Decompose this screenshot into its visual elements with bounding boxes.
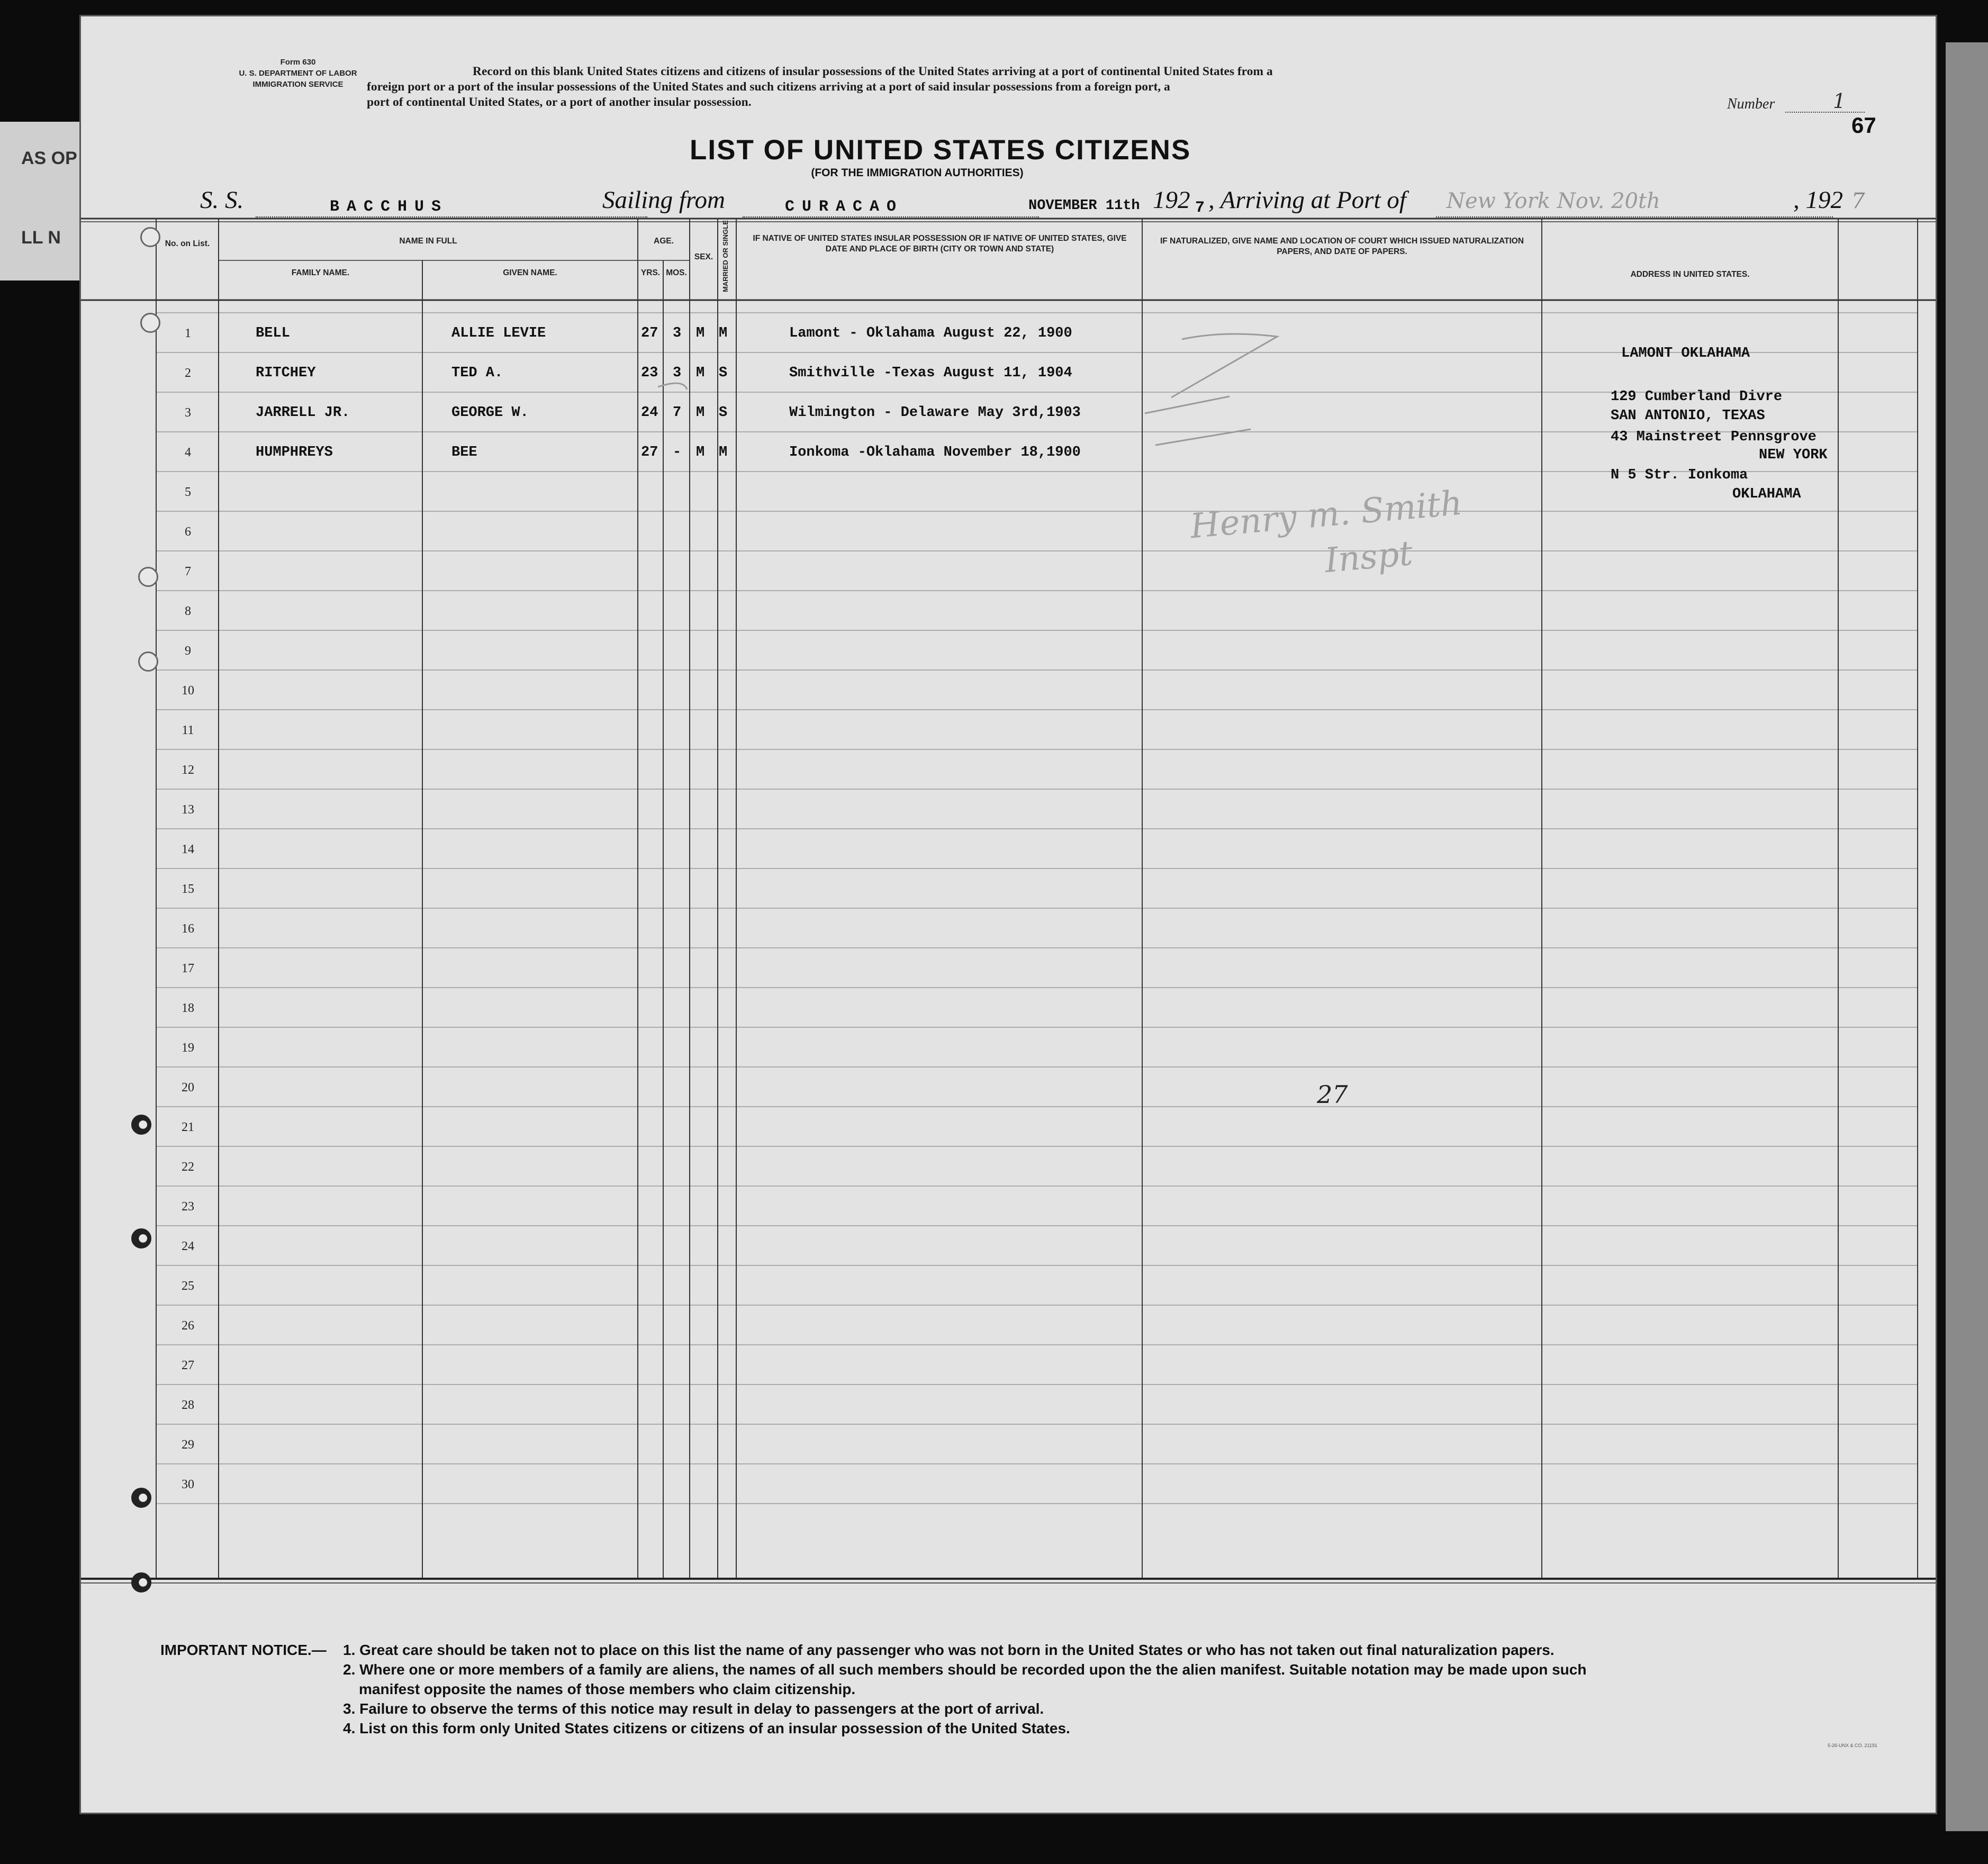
header-sex: SEX. [694,252,713,261]
notice-item-2: 2. Where one or more members of a family are aliens, the names of all such members should be recorded upon the the alien manifest. Suitable notation may be made upon such [343,1661,1587,1678]
row-number: 26 [182,1319,194,1333]
family-name-cell: RITCHEY [256,365,316,381]
row-number: 8 [185,604,191,618]
edge-text-2: LL N [21,228,61,248]
marital-status-cell: S [719,405,728,421]
manifest-sheet [79,15,1937,1814]
row-number: 27 [182,1359,194,1372]
ss-label: S. S. [200,186,244,214]
row-number: 19 [182,1041,194,1055]
family-name-cell: HUMPHREYS [256,445,333,460]
row-number: 4 [185,446,191,459]
age-months-cell: 7 [673,405,682,421]
service-name: IMMIGRATION SERVICE [252,80,344,89]
row-number: 21 [182,1120,194,1134]
notice-item-3: 3. Failure to observe the terms of this notice may result in delay to passengers at the port of arrival. [343,1700,1044,1717]
marital-status-cell: S [719,365,728,381]
form-number: Form 630 [280,58,316,67]
instruction-line-3: port of continental United States, or a port of another insular possession. [367,95,752,109]
birth-place-date-cell: Ionkoma -Oklahama November 18,1900 [789,445,1081,460]
given-name-cell: GEORGE W. [451,405,529,421]
birth-place-date-cell: Smithville -Texas August 11, 1904 [789,365,1072,381]
instruction-line-2: foreign port or a port of the insular possessions of the United States and such citizens arriving at a port of said insular possessions from a foreign port, a [367,80,1170,94]
arrival-year-prefix: , 192 [1793,186,1843,214]
notice-item-1: 1. Great care should be taken not to place on this list the name of any passenger who was not born in the United States or who has not taken out final naturalization papers. [343,1642,1555,1658]
address-line-7: OKLAHAMA [1732,486,1801,502]
row-number: 22 [182,1160,194,1174]
punch-hole [140,313,160,333]
page-subtitle: (FOR THE IMMIGRATION AUTHORITIES) [811,167,1024,179]
address-line-1: LAMONT OKLAHAMA [1621,346,1750,361]
row-number: 10 [182,684,194,698]
family-name-cell: JARRELL JR. [256,405,350,421]
ship-name: BACCHUS [330,198,449,216]
header-insular: IF NATIVE OF UNITED STATES INSULAR POSSESSION OR IF NATIVE OF UNITED STATES, GIVE DATE AND PLACE OF BIRTH (CITY OR TOWN AND STATE) [753,234,1127,254]
header-given-name: GIVEN NAME. [503,268,557,277]
binder-edge [1946,42,1988,1831]
birth-place-date-cell: Wilmington - Delaware May 3rd,1903 [789,405,1081,421]
marital-status-cell: M [719,445,728,460]
row-number: 30 [182,1478,194,1491]
header-married: MARRIED OR SINGLE [721,220,729,292]
notice-item-4: 4. List on this form only United States citizens or citizens of an insular possession of the United States. [343,1720,1070,1736]
row-number: 6 [185,525,191,539]
address-line-3: SAN ANTONIO, TEXAS [1611,408,1765,424]
punch-hole [140,227,160,247]
number-value: 1 [1833,89,1846,113]
row-number: 2 [185,366,191,380]
row-number: 18 [182,1001,194,1015]
row-number: 9 [185,644,191,658]
edge-text-1: AS OP [21,148,77,168]
family-name-cell: BELL [256,325,290,341]
sail-date: NOVEMBER 11th [1028,198,1140,214]
header-naturalized: IF NATURALIZED, GIVE NAME AND LOCATION OF COURT WHICH ISSUED NATURALIZATION PAPERS, AND DATE OF PAPERS. [1160,237,1524,256]
punch-hole [138,652,158,672]
address-line-6: N 5 Str. Ionkoma [1611,467,1748,483]
table-grid [81,16,1937,1814]
header-yrs: YRS. [640,268,661,277]
sailing-label: Sailing from [602,186,725,214]
row-number: 14 [182,843,194,856]
row-number: 15 [182,882,194,896]
header-family-name: FAMILY NAME. [291,268,350,277]
age-years-cell: 27 [641,325,658,341]
notice-item-2b: manifest opposite the names of those members who claim citizenship. [359,1681,856,1697]
page-number: 67 [1851,113,1876,138]
given-name-cell: ALLIE LEVIE [451,325,546,341]
row-number: 13 [182,803,194,817]
adjacent-page-edge [0,122,90,280]
sailing-from: CURACAO [785,198,904,216]
age-years-cell: 23 [641,365,658,381]
header-address: ADDRESS IN UNITED STATES. [1630,270,1750,279]
row-number: 7 [185,565,191,578]
inspector-title: Inspt [1323,533,1414,581]
header-no: No. on List. [165,239,210,248]
birth-place-date-cell: Lamont - Oklahama August 22, 1900 [789,325,1072,341]
address-line-5: NEW YORK [1759,447,1828,463]
sex-cell: M [696,365,705,381]
row-number: 20 [182,1081,194,1094]
sex-cell: M [696,325,705,341]
inspector-signature: Henry m. Smith [1188,483,1464,547]
header-name-in-full: NAME IN FULL [399,237,457,246]
header-mos: MOS. [666,268,687,277]
instruction-line-1: Record on this blank United States citizens and citizens of insular possessions of the United States arriving at a port of continental United States from a [473,65,1273,78]
punch-hole [131,1572,151,1592]
row-number: 3 [185,406,191,420]
given-name-cell: BEE [451,445,477,460]
row-number: 5 [185,485,191,499]
punch-hole [131,1115,151,1135]
total-count: 27 [1317,1080,1348,1109]
sex-cell: M [696,405,705,421]
address-line-4: 43 Mainstreet Pennsgrove [1611,429,1817,445]
row-number: 29 [182,1438,194,1452]
punch-hole [131,1228,151,1248]
row-number: 23 [182,1200,194,1214]
row-number: 24 [182,1239,194,1253]
department-name: U. S. DEPARTMENT OF LABOR [239,69,357,78]
given-name-cell: TED A. [451,365,503,381]
row-number: 25 [182,1279,194,1293]
age-months-cell: 3 [673,325,682,341]
arrival-year-digit: 7 [1851,189,1865,213]
row-number: 1 [185,327,191,340]
sail-year-digit: 7 [1195,199,1205,217]
row-number: 28 [182,1398,194,1412]
age-months-cell: 3 [673,365,682,381]
punch-hole [138,567,158,587]
arriving-label: , Arriving at Port of [1208,186,1406,214]
age-years-cell: 24 [641,405,658,421]
age-years-cell: 27 [641,445,658,460]
notice-heading: IMPORTANT NOTICE.— [160,1642,327,1658]
year-prefix: 192 [1153,186,1190,214]
row-number: 17 [182,962,194,975]
row-number: 11 [182,723,194,737]
printer-mark: 5-26-UNX & CO. 21191 [1828,1743,1877,1748]
header-age: AGE. [654,237,674,246]
row-number: 12 [182,763,194,777]
address-line-2: 129 Cumberland Divre [1611,389,1783,405]
punch-hole [131,1488,151,1508]
arrival-port-handwritten: New York Nov. 20th [1447,189,1660,213]
sex-cell: M [696,445,705,460]
number-label: Number [1727,96,1775,112]
age-months-cell: - [673,445,682,460]
marital-status-cell: M [719,325,728,341]
row-number: 16 [182,922,194,936]
page-title: LIST OF UNITED STATES CITIZENS [690,134,1191,166]
